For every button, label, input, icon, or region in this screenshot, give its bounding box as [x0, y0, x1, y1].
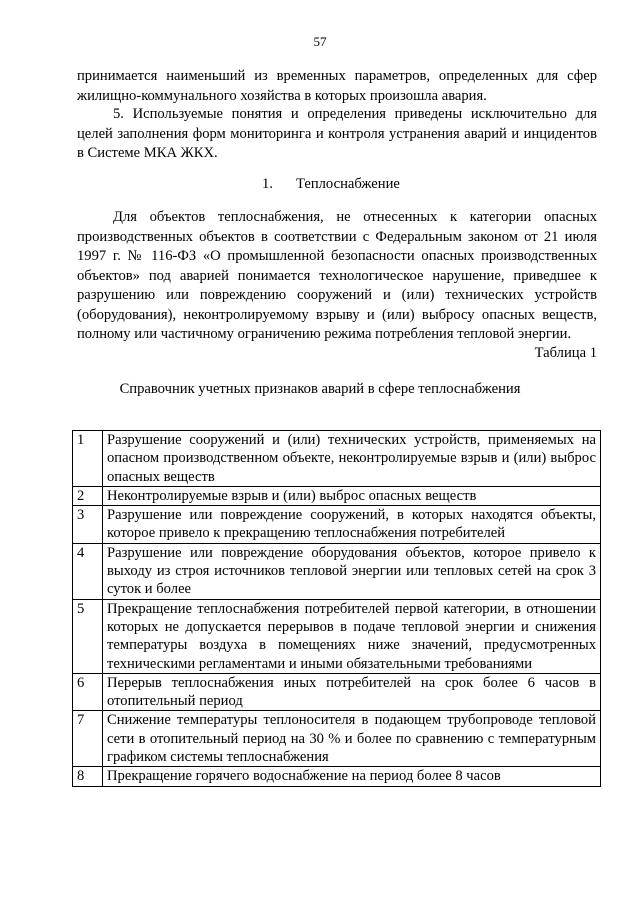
row-number: 6: [73, 673, 103, 711]
row-description: Разрушение сооружений и (или) технических устройств, применяемых на опасном производственном объекте, неконтролируемые взрыв и (или) выброс опасных веществ: [103, 431, 601, 487]
row-number: 8: [73, 767, 103, 786]
table-caption: Справочник учетных признаков аварий в сфере теплоснабжения: [119, 381, 521, 397]
section-heading: [262, 175, 400, 195]
row-number: 1: [73, 431, 103, 487]
row-description: Разрушение или повреждение сооружений, в которых находятся объекты, которое привело к прекращению теплоснабжения потребителей: [103, 506, 601, 544]
table-row: [73, 486, 601, 505]
row-number: 5: [73, 599, 103, 673]
row-description: Прекращение горячего водоснабжение на период более 8 часов: [103, 767, 601, 786]
table-row: [73, 711, 601, 767]
paragraph-accident-definition: Для объектов теплоснабжения, не отнесенных к категории опасных производственных объектов в соответствии с Федеральным законом от 21 июля 1997 г. № 116-ФЗ «О промышленной безопасности опасных производственных объектов» под аварией понимается технологическое нарушение, приведшее к разрушению или повреждению сооружений и (или) технических устройств (оборудования), неконтролируемому взрыву и (или) выбросу опасных веществ, полному или частичному ограничению режима потребления тепловой энергии.: [77, 209, 597, 342]
row-description: Разрушение или повреждение оборудования объектов, которое привело к выходу из строя источников тепловой энергии или тепловых сетей на срок 3 суток и более: [103, 543, 601, 599]
table-row: [73, 767, 601, 786]
accident-criteria-table: [72, 430, 601, 787]
page-number: 57: [313, 34, 327, 49]
table-row: [73, 599, 601, 673]
row-number: 4: [73, 543, 103, 599]
table-label: Таблица 1: [534, 345, 597, 361]
table-row: [73, 506, 601, 544]
section-number: 1.: [262, 176, 273, 192]
row-description: Прекращение теплоснабжения потребителей первой категории, в отношении которых не допускается перерывов в подаче тепловой энергии и снижения температуры воздуха в помещениях ниже значений, предусмотренных техническими регламентами и иными обязательными требованиями: [103, 599, 601, 673]
paragraph-continuation: принимается наименьший из временных параметров, определенных для сфер жилищно-коммунального хозяйства в которых произошла авария.: [77, 68, 597, 104]
table-row: [73, 673, 601, 711]
table-row: [73, 431, 601, 487]
table-row: [73, 543, 601, 599]
row-description: Перерыв теплоснабжения иных потребителей на срок более 6 часов в отопительный период: [103, 673, 601, 711]
row-number: 2: [73, 486, 103, 505]
section-title: Теплоснабжение: [296, 176, 400, 192]
row-number: 3: [73, 506, 103, 544]
row-number: 7: [73, 711, 103, 767]
row-description: Снижение температуры теплоносителя в подающем трубопроводе тепловой сети в отопительный период на 30 % и более по сравнению с температурным графиком системы теплоснабжения: [103, 711, 601, 767]
row-description: Неконтролируемые взрыв и (или) выброс опасных веществ: [103, 486, 601, 505]
paragraph-definitions-note: 5. Используемые понятия и определения приведены исключительно для целей заполнения форм мониторинга и контроля устранения аварий и инцидентов в Системе МКА ЖКХ.: [77, 106, 597, 161]
